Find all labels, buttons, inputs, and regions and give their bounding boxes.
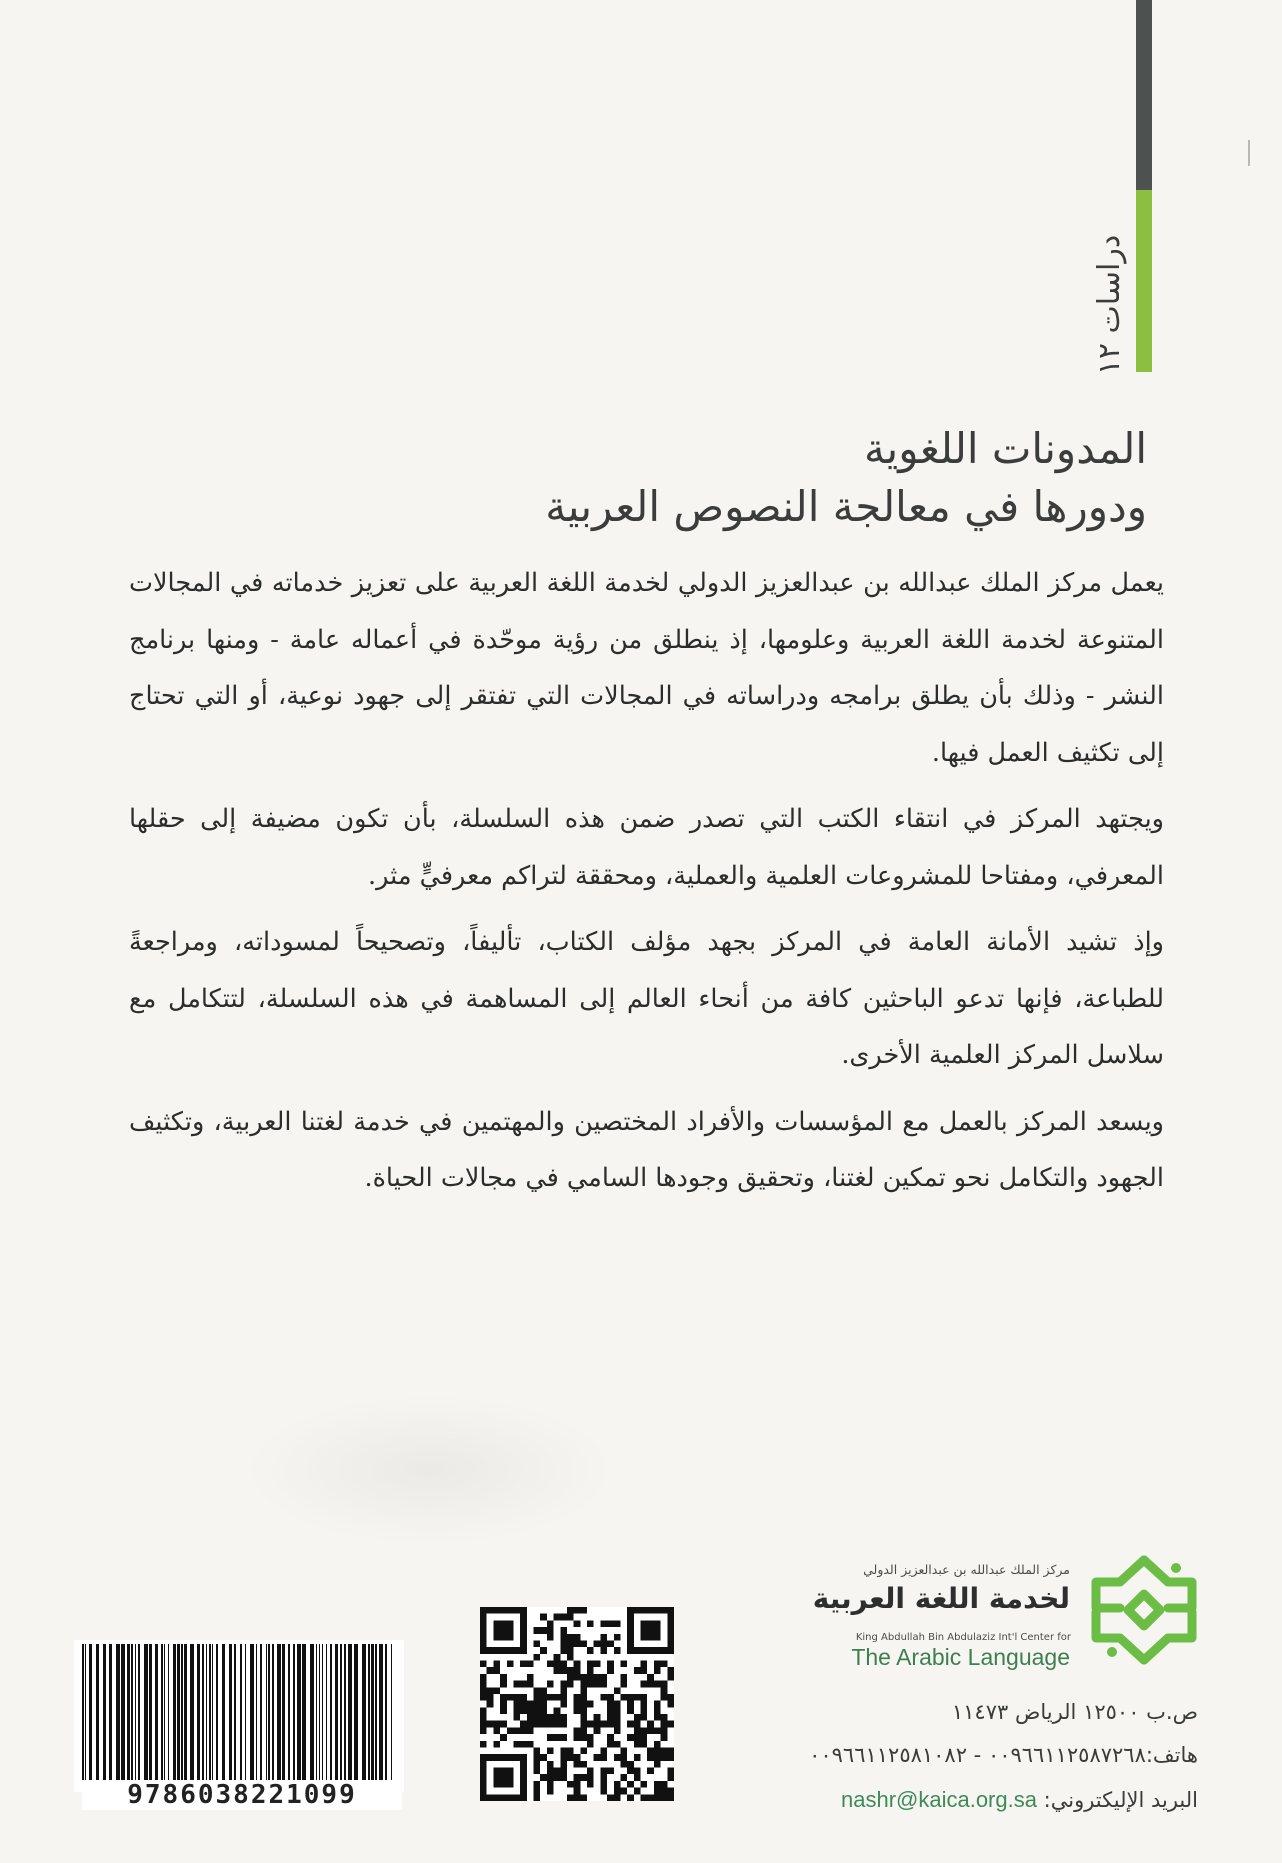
title-line-1: المدونات اللغوية: [864, 424, 1147, 473]
title-line-2: ودورها في معالجة النصوص العربية: [545, 482, 1147, 531]
email-label: البريد الإليكتروني:: [1043, 1788, 1198, 1812]
isbn-digits: 9786038221099: [82, 1780, 402, 1810]
paragraph-1: يعمل مركز الملك عبدالله بن عبدالعزيز الدولي لخدمة اللغة العربية على تعزيز خدماته في المجالات المتنوعة لخدمة اللغة العربية وعلومها، إذ ينطلق من رؤية موحّدة في أعماله عامة - ومنها برنامج النشر - وذلك بأن يطلق برامجه ودراساته في المجالات التي تفتقر إلى جهود نوعية، أو التي تحتاج إلى تكثيف العمل فيها.: [129, 568, 1164, 768]
book-title: [247, 420, 1147, 536]
logo-english-name: The Arabic Language: [851, 1644, 1070, 1670]
isbn-barcode: [74, 1640, 404, 1792]
kaica-emblem-icon: [1088, 1552, 1200, 1668]
email-address[interactable]: nashr@kaica.org.sa: [840, 1787, 1037, 1812]
paper-stain: [245, 1395, 615, 1545]
spine-color-strip: [1136, 0, 1152, 372]
series-label: دراسات ١٢: [1092, 234, 1127, 376]
paragraph-4: ويسعد المركز بالعمل مع المؤسسات والأفراد المختصين والمهتمين في خدمة لغتنا العربية، وتكثيف الجهود والتكامل نحو تمكين لغتنا، وتحقيق وجودها السامي في مجالات الحياة.: [129, 1106, 1164, 1193]
email-line: [638, 1787, 1198, 1813]
logo-arabic-name: لخدمة اللغة العربية: [812, 1582, 1070, 1615]
logo-arabic-subtitle: مركز الملك عبدالله بن عبدالعزيز الدولي: [863, 1562, 1070, 1577]
logo-english-subtitle: King Abdullah Bin Abdulaziz Int'l Center for: [855, 1632, 1071, 1643]
qr-code-icon: [480, 1607, 674, 1801]
paragraph-2: ويجتهد المركز في انتقاء الكتب التي تصدر ضمن هذه السلسلة، بأن تكون مضيفة إلى حقلها المعرفي، ومفتاحا للمشروعات العلمية والعملية، ومحققة لتراكم معرفيٍّ مثر.: [129, 804, 1164, 891]
phone-numbers: هاتف:٠٠٩٦٦١١٢٥٨٧٢٦٨ - ٠٠٩٦٦١١٢٥٨١٠٨٢: [809, 1743, 1198, 1767]
description-text: [129, 555, 1164, 1217]
edge-mark: [1248, 140, 1250, 166]
paragraph-3: وإذ تشيد الأمانة العامة في المركز بجهد مؤلف الكتاب، تأليفاً، وتصحيحاً لمسوداته، ومراجعةً للطباعة، فإنها تدعو الباحثين كافة من أنحاء العالم إلى المساهمة في هذه السلسلة، لتتكامل مع سلاسل المركز العلمية الأخرى.: [129, 927, 1164, 1070]
po-box: ص.ب ١٢٥٠٠ الرياض ١١٤٧٣: [951, 1700, 1198, 1724]
